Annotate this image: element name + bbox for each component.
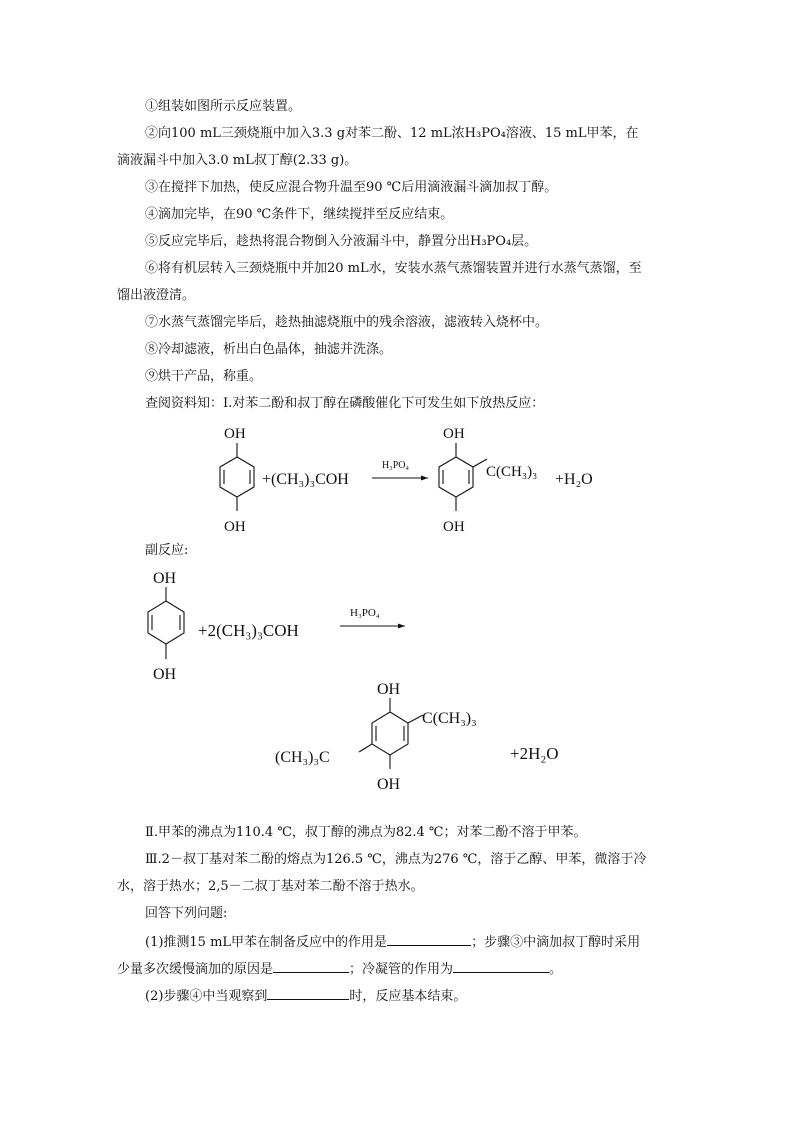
q1-text-e: 。	[549, 962, 563, 977]
question-1-line-2	[117, 960, 562, 978]
q1-answer-blank-2[interactable]	[273, 960, 349, 973]
main-reaction-scheme	[150, 418, 650, 540]
step-5: ⑤反应完毕后，趁热将混合物倒入分液漏斗中，静置分出H₃PO₄层。	[145, 234, 538, 249]
side-reaction-scheme	[140, 563, 640, 823]
q2-text-b: 时，反应基本结束。	[349, 989, 467, 1004]
step-6-line-2: 馏出液澄清。	[117, 288, 196, 303]
step-2-line-1: ②向100 mL三颈烧瓶中加入3.3 g对苯二酚、12 mL浓H₃PO₄溶液、15 mL甲苯，在	[145, 126, 639, 141]
water-product: +H₂O	[555, 471, 593, 488]
side-reactant-oh-top: OH	[153, 570, 177, 587]
q1-text-c: 少量多次缓慢滴加的原因是	[117, 962, 274, 977]
side-product-oh-top: OH	[377, 681, 401, 698]
step-9: ⑨烘干产品，称重。	[145, 369, 263, 384]
info-3-line-1: Ⅲ.2－叔丁基对苯二酚的熔点为126.5 ℃，沸点为276 ℃，溶于乙醇、甲苯，微溶于冷	[145, 852, 647, 867]
tert-butyl-group: C(CH₃)₃	[486, 464, 538, 480]
step-6-line-1: ⑥将有机层转入三颈烧瓶中并加20 mL水，安装水蒸气蒸馏装置并进行水蒸气蒸馏，至	[145, 261, 642, 276]
info-2: Ⅱ.甲苯的沸点为110.4 ℃，叔丁醇的沸点为82.4 ℃；对苯二酚不溶于甲苯。	[145, 825, 587, 840]
reactant-oh-top: OH	[224, 426, 246, 442]
product-oh-bottom: OH	[443, 519, 465, 535]
side-arrow-head	[398, 624, 405, 629]
reactant-oh-bottom: OH	[224, 519, 246, 535]
info-3-line-2: 水，溶于热水；2,5－二叔丁基对苯二酚不溶于热水。	[117, 879, 424, 894]
step-1: ①组装如图所示反应装置。	[145, 99, 302, 114]
question-1-line-1	[145, 933, 640, 951]
side-reaction-label: 副反应:	[145, 543, 189, 558]
q1-text-d: ；冷凝管的作用为	[349, 962, 454, 977]
side-reactant-oh-bottom: OH	[153, 666, 177, 683]
side-catalyst-label: H₃PO₄	[350, 607, 380, 619]
side-reagent: +2(CH₃)₃COH	[198, 621, 299, 640]
step-8: ⑧冷却滤液，析出白色晶体，抽滤并洗涤。	[145, 342, 393, 357]
step-4: ④滴加完毕，在90 ℃条件下，继续搅拌至反应结束。	[145, 207, 454, 222]
reagent-tert-butanol: +(CH₃)₃COH	[262, 471, 349, 488]
question-2	[145, 987, 466, 1005]
side-tert-butyl-right: C(CH₃)₃	[422, 710, 477, 727]
side-hydroquinone-structure	[148, 587, 184, 659]
step-3: ③在搅拌下加热，使反应混合物升温至90 ℃后用滴液漏斗滴加叔丁醇。	[145, 180, 558, 195]
q1-text-b: ；步骤③中滴加叔丁醇时采用	[471, 935, 641, 950]
step-2-line-2: 滴液漏斗中加入3.0 mL叔丁醇(2.33 g)。	[117, 153, 358, 168]
hydroquinone-structure	[220, 443, 254, 511]
side-product-oh-bottom: OH	[377, 776, 401, 793]
q1-text-a: (1)推测15 mL甲苯在制备反应中的作用是	[145, 935, 388, 950]
side-product-structure	[359, 698, 423, 769]
catalyst-label: H₃PO₄	[382, 460, 409, 471]
q2-text-a: (2)步骤④中当观察到	[145, 989, 268, 1004]
product-oh-top: OH	[443, 426, 465, 442]
q1-answer-blank-1[interactable]	[387, 933, 471, 946]
q1-answer-blank-3[interactable]	[453, 960, 549, 973]
arrow-head	[421, 476, 428, 481]
q2-answer-blank[interactable]	[267, 987, 349, 1000]
step-7: ⑦水蒸气蒸馏完毕后，趁热抽滤烧瓶中的残余溶液，滤液转入烧杯中。	[145, 315, 549, 330]
side-tert-butyl-left: (CH₃)₃C	[275, 749, 330, 766]
product-structure	[439, 443, 487, 511]
info-intro: 查阅资料知：Ⅰ.对苯二酚和叔丁醇在磷酸催化下可发生如下放热反应：	[145, 396, 545, 411]
questions-intro: 回答下列问题:	[145, 906, 228, 921]
side-water-product: +2H₂O	[510, 744, 559, 763]
